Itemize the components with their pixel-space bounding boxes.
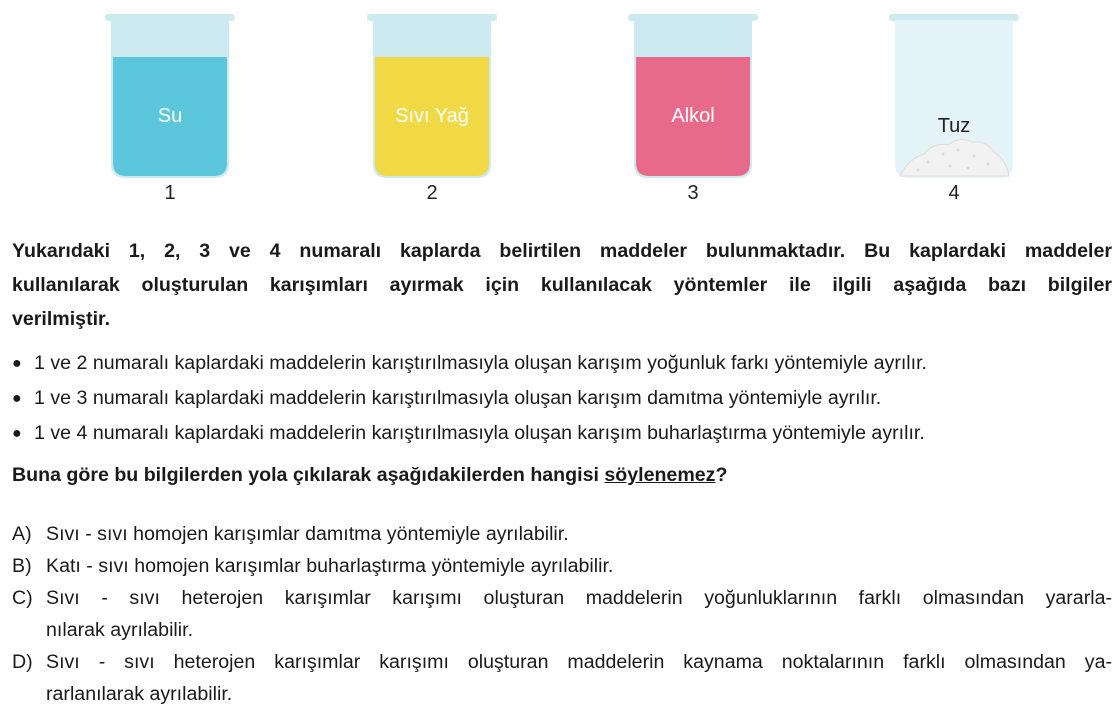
info-item-text: 1 ve 2 numaralı kaplardaki maddelerin karıştırılmasıyla oluşan karışım yoğunluk farkı yöntemiyle ayrılır. bbox=[34, 352, 927, 374]
info-item-1 bbox=[12, 346, 1117, 381]
bullet-icon: ● bbox=[12, 355, 22, 372]
question-negative-word: söylenemez bbox=[604, 464, 716, 486]
beaker-4-label: Tuz bbox=[937, 115, 971, 137]
question-prompt bbox=[12, 458, 1112, 492]
stem-line-3: verilmiştir. bbox=[12, 308, 111, 330]
beaker-1-svg bbox=[104, 14, 236, 182]
beaker-1 bbox=[104, 14, 236, 182]
beaker-3 bbox=[627, 14, 759, 182]
option-text: Sıvı - sıvı heterojen karışımlar karışımı oluşturan maddelerin yoğunluklarının farklı olmasından yararla- bbox=[46, 587, 1112, 609]
beaker-1-label: Su bbox=[157, 105, 183, 127]
question-mark: ? bbox=[715, 464, 728, 486]
bullet-icon: ● bbox=[12, 390, 22, 407]
beaker-2-svg bbox=[366, 14, 498, 182]
option-c[interactable] bbox=[12, 582, 1112, 646]
beaker-3-label: Alkol bbox=[671, 105, 715, 127]
beaker-rim bbox=[105, 14, 235, 21]
option-b[interactable] bbox=[12, 550, 1112, 582]
beaker-1-number: 1 bbox=[164, 182, 176, 204]
beaker-rim bbox=[367, 14, 497, 21]
beaker-4-svg bbox=[888, 14, 1020, 182]
bullet-icon: ● bbox=[12, 425, 22, 442]
beaker-3-svg bbox=[627, 14, 759, 182]
info-item-2 bbox=[12, 381, 1117, 416]
question-text: Buna göre bu bilgilerden yola çıkılarak aşağıdakilerden hangisi bbox=[12, 464, 605, 486]
beaker-illustration bbox=[0, 0, 1120, 215]
info-list bbox=[12, 346, 1117, 451]
option-text: Katı - sıvı homojen karışımlar buharlaştırma yöntemiyle ayrılabilir. bbox=[46, 555, 614, 577]
beaker-rim bbox=[889, 14, 1019, 21]
option-text: Sıvı - sıvı heterojen karışımlar karışımı oluşturan maddelerin kaynama noktalarının farklı olmasından ya- bbox=[46, 651, 1112, 673]
info-item-3 bbox=[12, 416, 1117, 451]
beaker-2-label: Sıvı Yağ bbox=[395, 105, 469, 127]
stem-line-2: kullanılarak oluşturulan karışımları ayırmak için kullanılacak yöntemler ile ilgili aşağıda bazı bilgiler bbox=[12, 274, 1112, 296]
info-item-text: 1 ve 4 numaralı kaplardaki maddelerin karıştırılmasıyla oluşan karışım buharlaştırma yöntemiyle ayrılır. bbox=[34, 422, 925, 444]
option-text-continued: nılarak ayrılabilir. bbox=[46, 619, 194, 641]
beaker-3-number: 3 bbox=[687, 182, 699, 204]
question-stem bbox=[12, 234, 1112, 336]
beaker-rim bbox=[628, 14, 758, 21]
answer-options bbox=[12, 518, 1112, 710]
option-letter: B) bbox=[12, 555, 32, 577]
stem-line-1: Yukarıdaki 1, 2, 3 ve 4 numaralı kaplarda belirtilen maddeler bulunmaktadır. Bu kaplardaki maddeler bbox=[12, 240, 1112, 262]
beaker-2 bbox=[366, 14, 498, 182]
option-text-continued: rarlanılarak ayrılabilir. bbox=[46, 683, 233, 705]
option-letter: A) bbox=[12, 523, 32, 545]
beaker-2-number: 2 bbox=[426, 182, 438, 204]
info-item-text: 1 ve 3 numaralı kaplardaki maddelerin karıştırılmasıyla oluşan karışım damıtma yöntemiyle ayrılır. bbox=[34, 387, 882, 409]
option-a[interactable] bbox=[12, 518, 1112, 550]
option-letter: C) bbox=[12, 587, 33, 609]
option-letter: D) bbox=[12, 651, 33, 673]
option-d[interactable] bbox=[12, 646, 1112, 710]
beaker-4 bbox=[888, 14, 1020, 182]
beaker-4-number: 4 bbox=[948, 182, 960, 204]
option-text: Sıvı - sıvı homojen karışımlar damıtma yöntemiyle ayrılabilir. bbox=[46, 523, 569, 545]
